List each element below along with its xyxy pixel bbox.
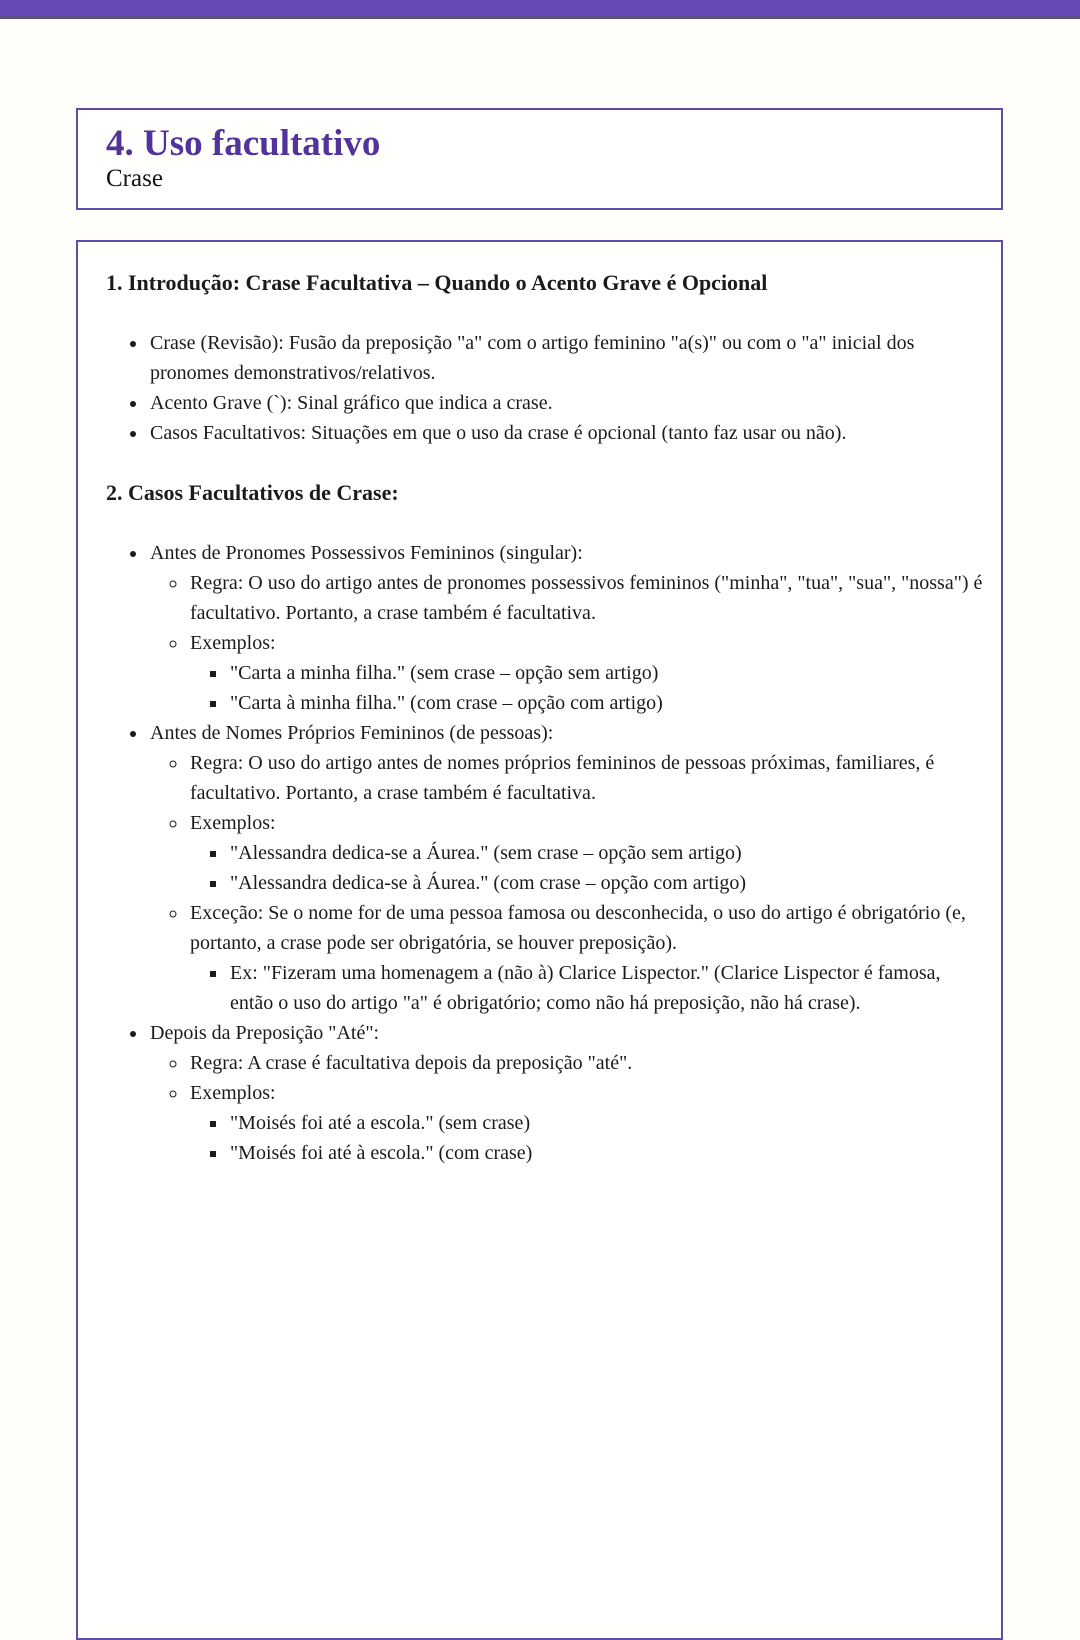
list-item-text: Regra: A crase é facultativa depois da preposição "até". xyxy=(190,1052,633,1074)
list-item xyxy=(188,628,983,718)
list-item xyxy=(228,868,983,898)
list-item xyxy=(148,1018,983,1168)
list-item-text: Acento Grave (`): Sinal gráfico que indica a crase. xyxy=(150,392,553,414)
bullet-list xyxy=(150,748,983,1018)
list-item xyxy=(148,328,983,388)
list-item-text: Casos Facultativos: Situações em que o uso da crase é opcional (tanto faz usar ou não). xyxy=(150,422,847,444)
list-item-text: Regra: O uso do artigo antes de pronomes possessivos femininos ("minha", "tua", "sua", "nossa") é facultativo. Portanto, a crase também é facultativa. xyxy=(190,572,983,624)
list-item xyxy=(188,808,983,898)
list-item-text: Antes de Pronomes Possessivos Femininos (singular): xyxy=(150,542,583,564)
list-item-text: "Alessandra dedica-se a Áurea." (sem crase – opção sem artigo) xyxy=(230,842,742,864)
section-heading: 2. Casos Facultativos de Crase: xyxy=(106,480,399,505)
list-item-text: "Carta à minha filha." (com crase – opção com artigo) xyxy=(230,692,663,714)
bullet-list xyxy=(190,1108,983,1168)
list-item xyxy=(228,958,983,1018)
list-item xyxy=(228,1108,983,1138)
bullet-list xyxy=(106,328,983,448)
top-accent-bar xyxy=(0,0,1080,19)
list-item xyxy=(188,898,983,1018)
list-item xyxy=(228,1138,983,1168)
list-item xyxy=(228,658,983,688)
list-item-text: "Moisés foi até a escola." (sem crase) xyxy=(230,1112,531,1134)
bullet-list xyxy=(190,958,983,1018)
list-item-text: Exemplos: xyxy=(190,1082,276,1104)
list-item-text: "Carta a minha filha." (sem crase – opção sem artigo) xyxy=(230,662,659,684)
bullet-list xyxy=(190,838,983,898)
list-item xyxy=(148,388,983,418)
list-item xyxy=(228,688,983,718)
list-item xyxy=(148,718,983,1018)
notes-body xyxy=(106,268,983,1168)
list-item xyxy=(188,748,983,808)
content-card xyxy=(76,240,1003,1640)
list-item-text: Depois da Preposição "Até": xyxy=(150,1022,380,1044)
list-item-text: Ex: "Fizeram uma homenagem a (não à) Clarice Lispector." (Clarice Lispector é famosa, então o uso do artigo "a" é obrigatório; como não há preposição, não há crase). xyxy=(230,962,941,1014)
list-item xyxy=(148,538,983,718)
page-title: 4. Uso facultativo xyxy=(106,123,381,164)
list-item-text: Exceção: Se o nome for de uma pessoa famosa ou desconhecida, o uso do artigo é obrigatório (e, portanto, a crase pode ser obrigatória, se houver preposição). xyxy=(190,902,966,954)
bullet-list xyxy=(150,568,983,718)
bullet-list xyxy=(190,658,983,718)
list-item-text: "Alessandra dedica-se à Áurea." (com crase – opção com artigo) xyxy=(230,872,747,894)
list-item-text: Crase (Revisão): Fusão da preposição "a" com o artigo feminino "a(s)" ou com o "a" inicial dos pronomes demonstrativos/relativos. xyxy=(150,332,915,384)
list-item xyxy=(228,838,983,868)
bullet-list xyxy=(106,538,983,1168)
section-heading: 1. Introdução: Crase Facultativa – Quando o Acento Grave é Opcional xyxy=(106,270,768,295)
title-card xyxy=(76,108,1003,210)
list-item-text: Regra: O uso do artigo antes de nomes próprios femininos de pessoas próximas, familiares, é facultativo. Portanto, a crase também é facultativa. xyxy=(190,752,935,804)
list-item-text: Exemplos: xyxy=(190,812,276,834)
list-item-text: Exemplos: xyxy=(190,632,276,654)
list-item-text: "Moisés foi até à escola." (com crase) xyxy=(230,1142,533,1164)
list-item xyxy=(188,568,983,628)
list-item xyxy=(188,1078,983,1168)
list-item xyxy=(188,1048,983,1078)
bullet-list xyxy=(150,1048,983,1168)
list-item-text: Antes de Nomes Próprios Femininos (de pessoas): xyxy=(150,722,554,744)
list-item xyxy=(148,418,983,448)
page-subtitle: Crase xyxy=(106,165,163,192)
